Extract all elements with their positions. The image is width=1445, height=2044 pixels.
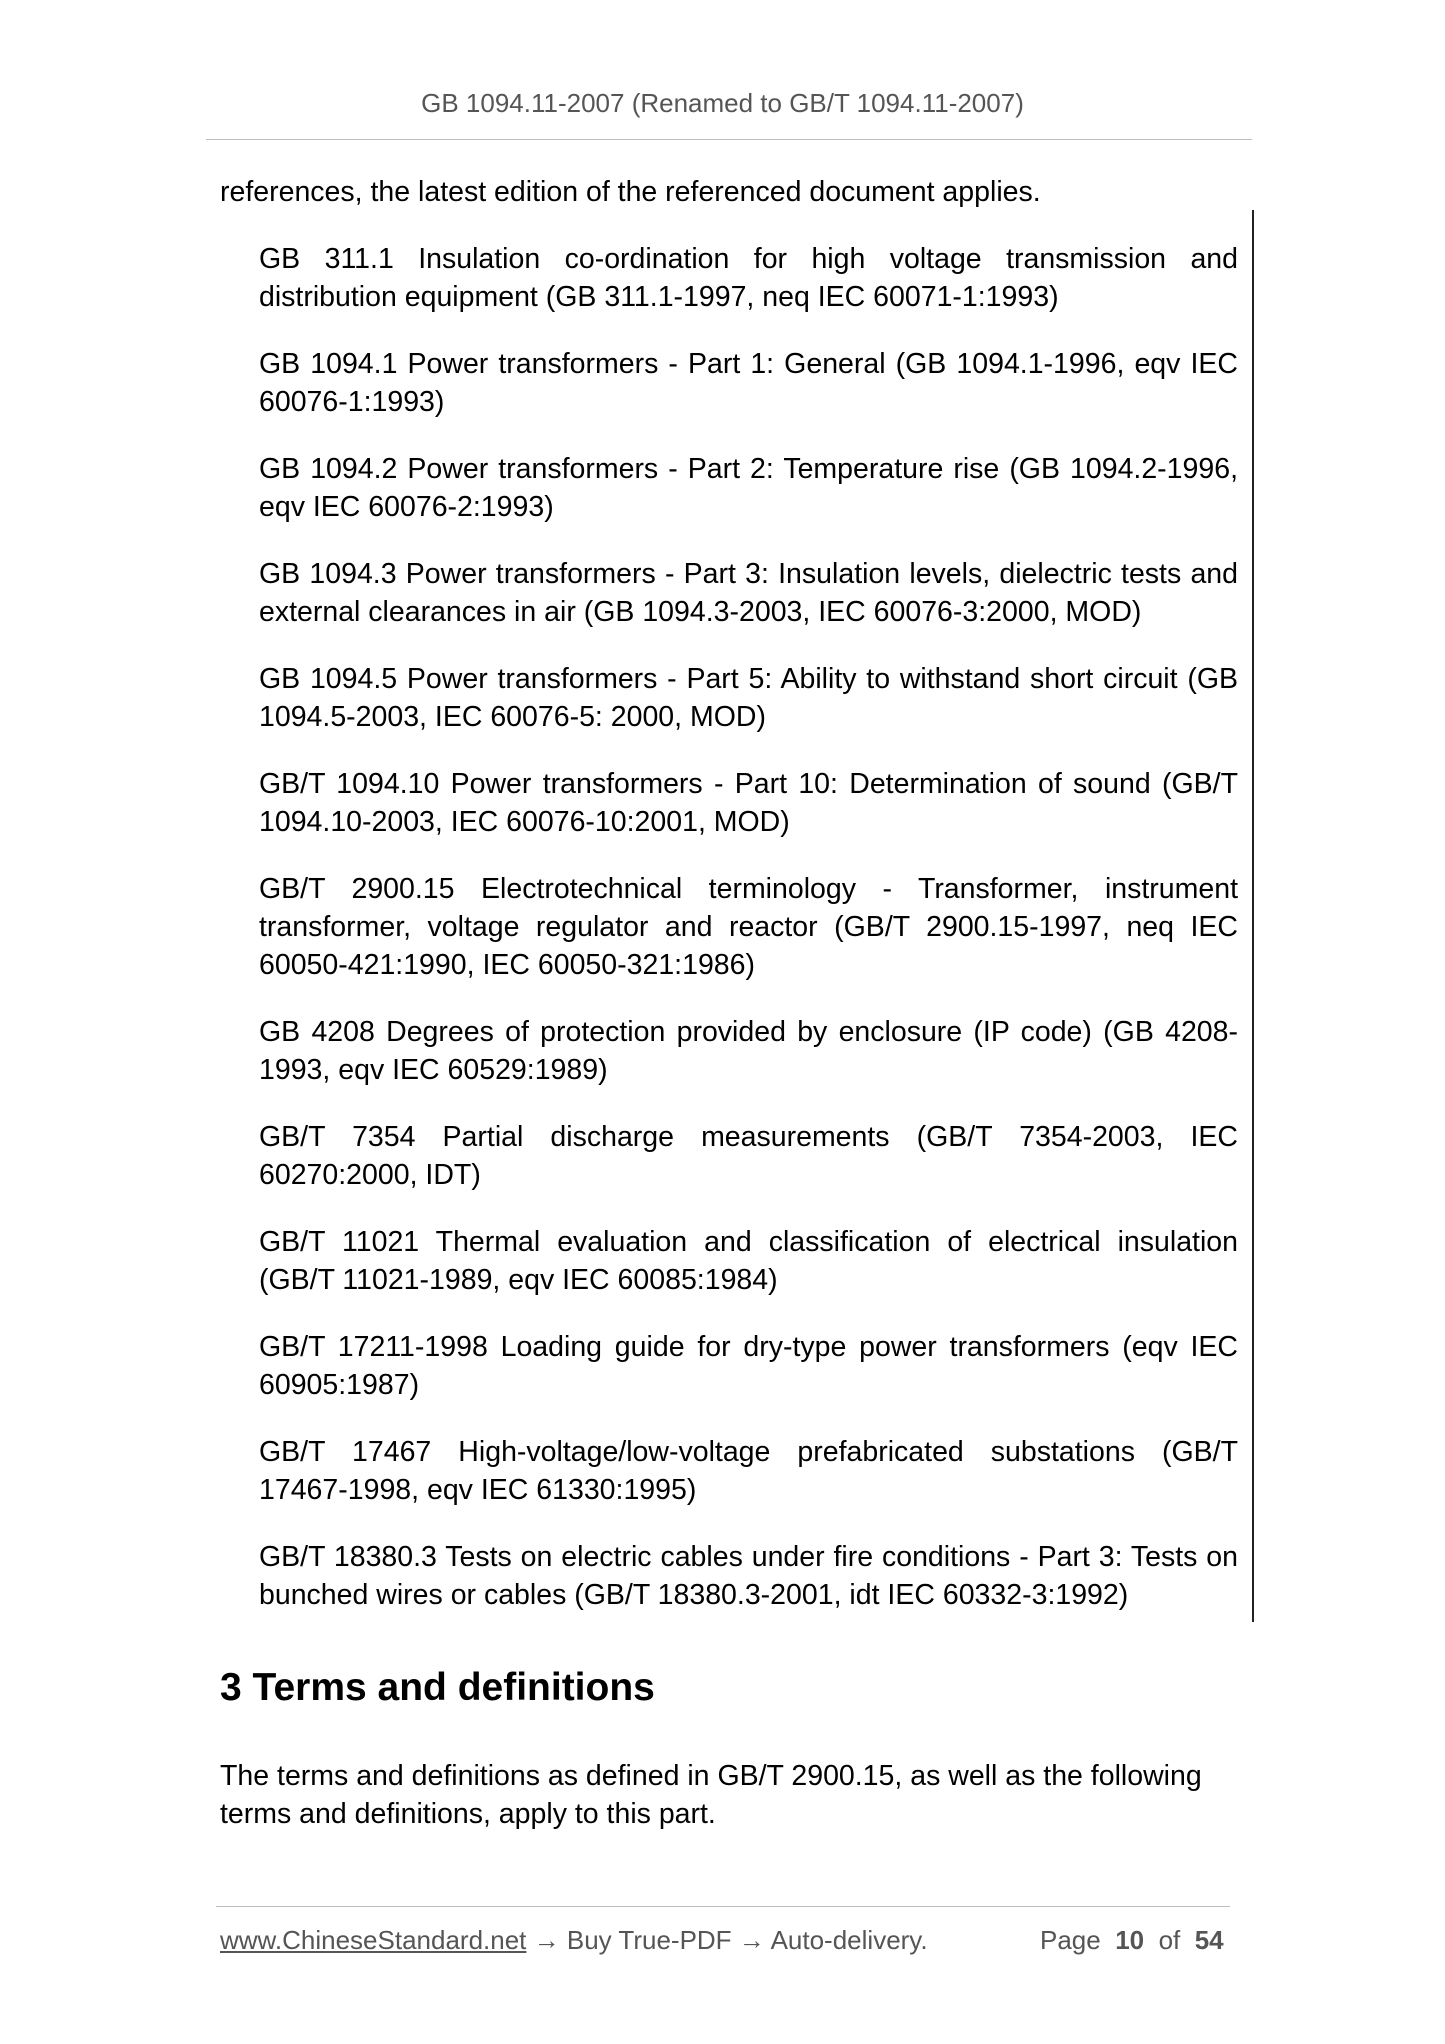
- reference-item: GB 1094.1 Power transformers - Part 1: General (GB 1094.1-1996, eqv IEC 60076-1:1993): [259, 348, 1238, 418]
- reference-item: GB/T 2900.15 Electrotechnical terminology - Transformer, instrument transformer, voltage regulator and reactor (GB/T 2900.15-1997, neq IEC 60050-421:1990, IEC 60050-321:1986): [259, 873, 1238, 981]
- reference-item: GB/T 17467 High-voltage/low-voltage prefabricated substations (GB/T 17467-1998, eqv IEC 61330:1995): [259, 1436, 1238, 1506]
- footer-promo: [220, 1925, 928, 1956]
- intro-text: references, the latest edition of the referenced document applies.: [220, 176, 1041, 208]
- footer-tagline: → Buy True-PDF → Auto-delivery.: [526, 1925, 928, 1955]
- reference-item: GB 1094.3 Power transformers - Part 3: Insulation levels, dielectric tests and external clearances in air (GB 1094.3-2003, IEC 60076-3:2000, MOD): [259, 558, 1238, 628]
- reference-item: GB/T 18380.3 Tests on electric cables under fire conditions - Part 3: Tests on bunched wires or cables (GB/T 18380.3-2001, idt IEC 60332-3:1992): [259, 1541, 1238, 1611]
- total-pages: 54: [1194, 1925, 1224, 1955]
- of-label: of: [1158, 1925, 1181, 1955]
- normative-references-list: [259, 240, 1238, 1643]
- reference-item: GB/T 11021 Thermal evaluation and classification of electrical insulation (GB/T 11021-1989, eqv IEC 60085:1984): [259, 1226, 1238, 1296]
- reference-item: GB 311.1 Insulation co-ordination for high voltage transmission and distribution equipment (GB 311.1-1997, neq IEC 60071-1:1993): [259, 243, 1238, 313]
- reference-item: GB/T 7354 Partial discharge measurements (GB/T 7354-2003, IEC 60270:2000, IDT): [259, 1121, 1238, 1191]
- page-header: GB 1094.11-2007 (Renamed to GB/T 1094.11-2007): [421, 88, 1024, 118]
- reference-item: GB/T 1094.10 Power transformers - Part 10: Determination of sound (GB/T 1094.10-2003, IEC 60076-10:2001, MOD): [259, 768, 1238, 838]
- section-body: The terms and definitions as defined in GB/T 2900.15, as well as the following terms and definitions, apply to this part.: [220, 1760, 1202, 1830]
- footer-divider: [216, 1906, 1230, 1907]
- change-bar: [1252, 210, 1254, 1622]
- header-divider: [206, 139, 1252, 140]
- page-indicator: [1040, 1925, 1224, 1956]
- reference-item: GB 4208 Degrees of protection provided by enclosure (IP code) (GB 4208-1993, eqv IEC 60529:1989): [259, 1016, 1238, 1086]
- current-page-number: 10: [1115, 1925, 1145, 1955]
- reference-item: GB 1094.2 Power transformers - Part 2: Temperature rise (GB 1094.2-1996, eqv IEC 60076-2:1993): [259, 453, 1238, 523]
- reference-item: GB 1094.5 Power transformers - Part 5: Ability to withstand short circuit (GB 1094.5-2003, IEC 60076-5: 2000, MOD): [259, 663, 1238, 733]
- page-label: Page: [1040, 1925, 1101, 1955]
- section-heading: 3 Terms and definitions: [220, 1666, 655, 1709]
- reference-item: GB/T 17211-1998 Loading guide for dry-type power transformers (eqv IEC 60905:1987): [259, 1331, 1238, 1401]
- website-link[interactable]: www.ChineseStandard.net: [220, 1925, 527, 1955]
